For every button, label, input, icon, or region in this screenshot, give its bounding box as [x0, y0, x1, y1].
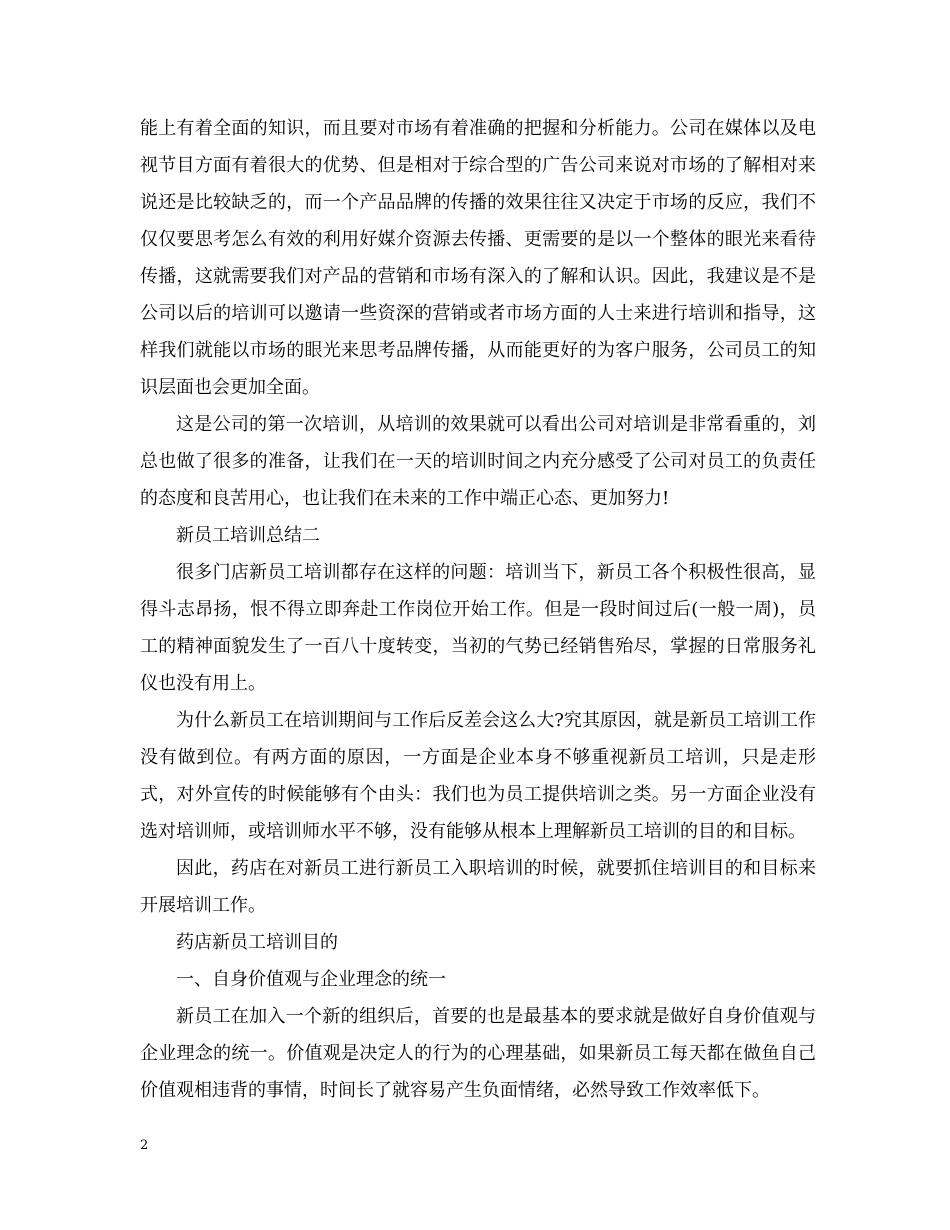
page-number: 2 — [140, 1138, 149, 1153]
paragraph-training-problem: 很多门店新员工培训都存在这样的问题：培训当下，新员工各个积极性很高，显得斗志昂扬，恨不得立即奔赴工作岗位开始工作。但是一段时间过后(一般一周)，员工的精神面貌发生了一百八十度转变，当初的气势已经销售殆尽，掌握的日常服务礼仪也没有用上。 — [140, 562, 816, 694]
paragraph-training-goals: 因此，药店在对新员工进行新员工入职培训的时候，就要抓住培训目的和目标来开展培训工作。 — [140, 858, 816, 916]
paragraph-first-training-summary: 这是公司的第一次培训，从培训的效果就可以看出公司对培训是非常看重的，刘总也做了很多的准备，让我们在一天的培训时间之内充分感受了公司对员工的负责任的态度和良苦用心，也让我们在未来的工作中端正心态、更加努力! — [140, 414, 816, 509]
subheading-values-alignment: 一、自身价值观与企业理念的统一 — [176, 969, 446, 990]
section-heading-summary-two: 新员工培训总结二 — [176, 525, 320, 546]
section-heading-training-purpose: 药店新员工培训目的 — [176, 932, 338, 953]
document-body — [140, 110, 816, 1109]
paragraph-continued-training-suggestion: 能上有着全面的知识，而且要对市场有着准确的把握和分析能力。公司在媒体以及电视节目方面有着很大的优势、但是相对于综合型的广告公司来说对市场的了解相对来说还是比较缺乏的，而一个产品品牌的传播的效果往往又决定于市场的反应，我们不仅仅要思考怎么有效的利用好媒介资源去传播、更需要的是以一个整体的眼光来看待传播，这就需要我们对产品的营销和市场有深入的了解和认识。因此，我建议是不是公司以后的培训可以邀请一些资深的营销或者市场方面的人士来进行培训和指导，这样我们就能以市场的眼光来思考品牌传播，从而能更好的为客户服务，公司员工的知识层面也会更加全面。 — [140, 118, 816, 398]
paragraph-values-alignment: 新员工在加入一个新的组织后，首要的也是最基本的要求就是做好自身价值观与企业理念的统一。价值观是决定人的行为的心理基础，如果新员工每天都在做鱼自己价值观相违背的事情，时间长了就容易产生负面情绪，必然导致工作效率低下。 — [140, 1006, 816, 1101]
paragraph-training-reasons: 为什么新员工在培训期间与工作后反差会这么大?究其原因，就是新员工培训工作没有做到位。有两方面的原因，一方面是企业本身不够重视新员工培训，只是走形式，对外宣传的时候能够有个由头：我们也为员工提供培训之类。另一方面企业没有选对培训师，或培训师水平不够，没有能够从根本上理解新员工培训的目的和目标。 — [140, 710, 816, 842]
